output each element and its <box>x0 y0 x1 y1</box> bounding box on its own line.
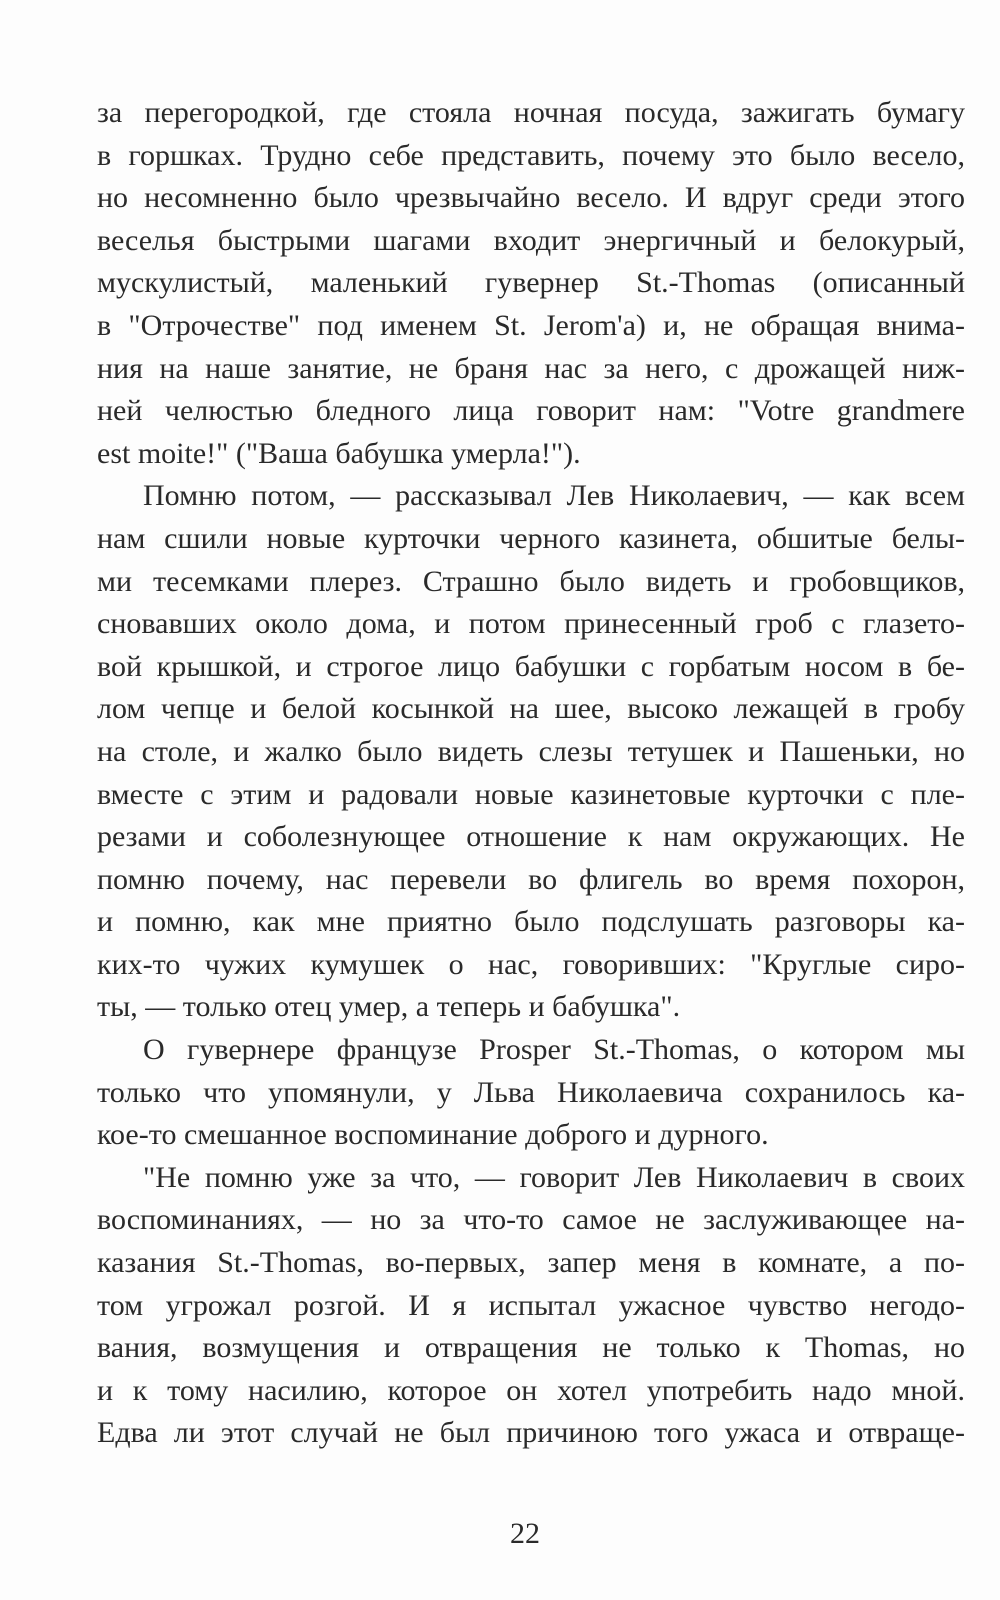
body-text <box>97 92 965 1455</box>
paragraph-start-line: Помню потом, — рассказывал Лев Николаевич, — как всем <box>143 479 965 513</box>
text-line: веселья быстрыми шагами входит энергичный и белокурый, <box>97 223 965 257</box>
text-line: сновавших около дома, и потом принесенный гроб с глазето- <box>97 607 965 641</box>
page-number: 22 <box>510 1517 540 1550</box>
text-line: на столе, и жалко было видеть слезы тетушек и Пашеньки, но <box>97 734 965 768</box>
text-line: ней челюстью бледного лица говорит нам: "Votre grandmere <box>97 394 965 428</box>
text-line: только что упомянули, у Льва Николаевича сохранилось ка- <box>97 1075 965 1109</box>
text-line: том угрожал розгой. И я испытал ужасное чувство негодо- <box>97 1288 965 1322</box>
text-line: и к тому насилию, которое он хотел употребить надо мной. <box>97 1373 965 1407</box>
text-line: воспоминаниях, — но за что-то самое не заслуживающее на- <box>97 1203 965 1237</box>
text-line: нам сшили новые курточки черного казинета, обшитые белы- <box>97 521 965 555</box>
text-line: вания, возмущения и отвращения не только к Thomas, но <box>97 1331 965 1365</box>
paragraph-end-line: ты, — только отец умер, а теперь и бабушка". <box>97 990 681 1024</box>
text-line: в "Отрочестве" под именем St. Jerom'a) и, не обращая внима- <box>97 308 965 342</box>
text-line: в горшках. Трудно себе представить, почему это было весело, <box>97 138 965 172</box>
text-line: и помню, как мне приятно было подслушать разговоры ка- <box>97 905 965 939</box>
text-line: мускулистый, маленький гувернер St.-Thomas (описанный <box>97 266 965 300</box>
text-line: ких-то чужих кумушек о нас, говоривших: "Круглые сиро- <box>97 947 965 981</box>
text-line: но несомненно было чрезвычайно весело. И вдруг среди этого <box>97 181 965 215</box>
text-line: ми тесемками плерез. Страшно было видеть и гробовщиков, <box>97 564 965 598</box>
text-line: Едва ли этот случай не был причиною того ужаса и отвраще- <box>97 1416 965 1450</box>
text-line: вместе с этим и радовали новые казинетовые курточки с пле- <box>97 777 965 811</box>
text-line: помню почему, нас перевели во флигель во время похорон, <box>97 862 965 896</box>
text-line: вой крышкой, и строгое лицо бабушки с горбатым носом в бе- <box>97 649 965 683</box>
text-line: казания St.-Thomas, во-первых, запер меня в комнате, а по- <box>97 1246 965 1280</box>
paragraph-end-line: кое-то смешанное воспоминание доброго и дурного. <box>97 1118 769 1152</box>
text-line: за перегородкой, где стояла ночная посуда, зажигать бумагу <box>97 96 965 129</box>
text-line: ния на наше занятие, не браня нас за него, с дрожащей ниж- <box>97 351 965 385</box>
paragraph-end-line: est moite!" ("Ваша бабушка умерла!"). <box>97 436 581 470</box>
text-line: резами и соболезнующее отношение к нам окружающих. Не <box>97 820 965 854</box>
paragraph-start-line: "Не помню уже за что, — говорит Лев Николаевич в своих <box>143 1160 965 1194</box>
paragraph-start-line: О гувернере французе Prosper St.-Thomas, о котором мы <box>143 1033 965 1067</box>
text-line: лом чепце и белой косынкой на шее, высоко лежащей в гробу <box>97 692 965 726</box>
